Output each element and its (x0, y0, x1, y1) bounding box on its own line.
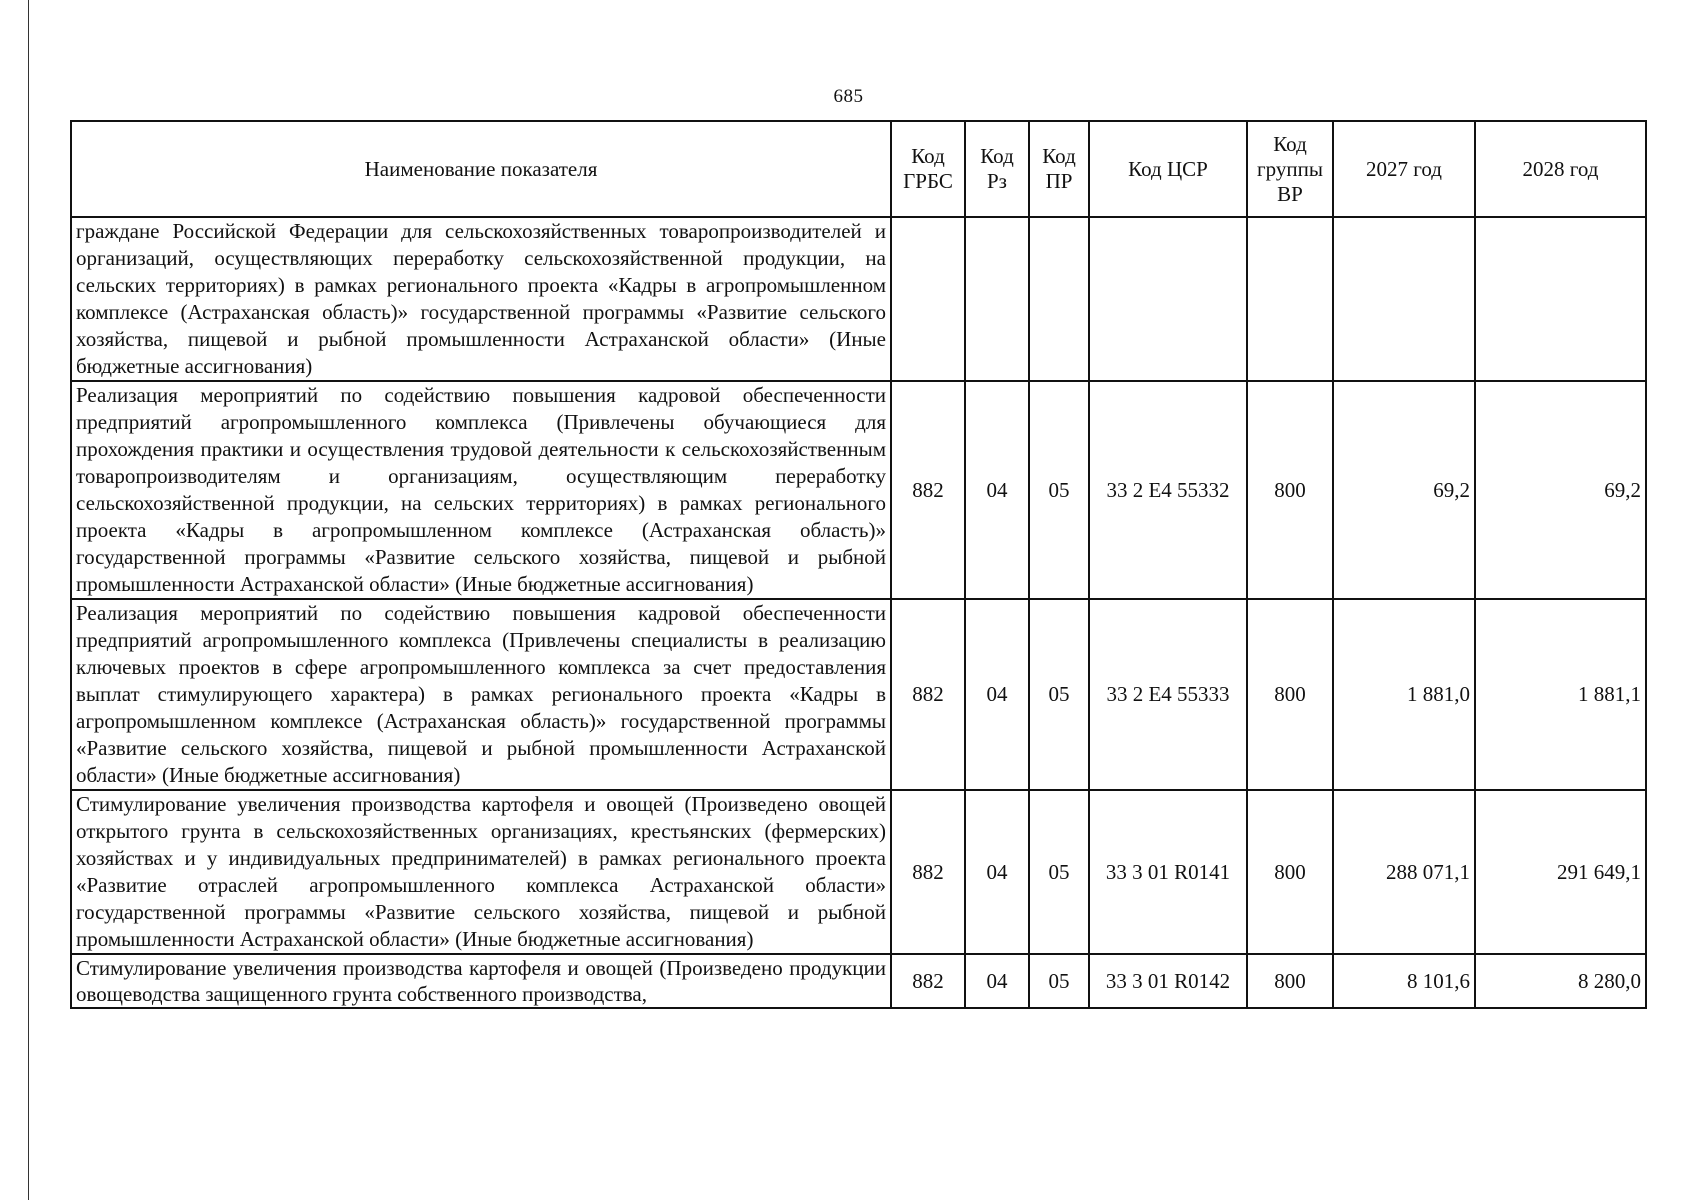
row-pr: 05 (1029, 954, 1089, 1008)
row-name: граждане Российской Федерации для сельскохозяйственных товаропроизводителей и организаций, осуществляющих переработку сельскохозяйственной продукции, на сельских территориях) в рамках регионального проекта «Кадры в агропромышленном комплексе (Астраханская область)» государственной программы «Развитие сельского хозяйства, пищевой и рыбной промышленности Астраханской области» (Иные бюджетные ассигнования) (71, 217, 891, 381)
row-vr (1247, 217, 1333, 381)
row-grbs (891, 217, 965, 381)
row-2028: 69,2 (1475, 381, 1646, 599)
row-pr: 05 (1029, 381, 1089, 599)
row-2028: 8 280,0 (1475, 954, 1646, 1008)
header-csr: Код ЦСР (1089, 121, 1247, 217)
row-vr: 800 (1247, 599, 1333, 790)
row-vr: 800 (1247, 790, 1333, 954)
row-rz: 04 (965, 599, 1029, 790)
table-row (71, 217, 1646, 381)
row-2028: 1 881,1 (1475, 599, 1646, 790)
header-name: Наименование показателя (71, 121, 891, 217)
header-grbs: Код ГРБС (891, 121, 965, 217)
table-row (71, 599, 1646, 790)
row-name: Стимулирование увеличения производства картофеля и овощей (Произведено овощей открытого грунта в сельскохозяйственных организациях, крестьянских (фермерских) хозяйствах и у индивидуальных предпринимателей) в рамках регионального проекта «Развитие отраслей агропромышленного комплекса Астраханской области» государственной программы «Развитие сельского хозяйства, пищевой и рыбной промышленности Астраханской области» (Иные бюджетные ассигнования) (71, 790, 891, 954)
row-name: Реализация мероприятий по содействию повышения кадровой обеспеченности предприятий агропромышленного комплекса (Привлечены обучающиеся для прохождения практики и осуществления трудовой деятельности к сельскохозяйственным товаропроизводителям и организациям, осуществляющим переработку сельскохозяйственной продукции, на сельских территориях) в рамках регионального проекта «Кадры в агропромышленном комплексе (Астраханская область)» государственной программы «Развитие сельского хозяйства, пищевой и рыбной промышленности Астраханской области» (Иные бюджетные ассигнования) (71, 381, 891, 599)
row-rz: 04 (965, 954, 1029, 1008)
row-2027: 288 071,1 (1333, 790, 1475, 954)
row-csr: 33 2 Е4 55332 (1089, 381, 1247, 599)
row-csr: 33 3 01 R0142 (1089, 954, 1247, 1008)
header-rz: Код Рз (965, 121, 1029, 217)
row-2027: 69,2 (1333, 381, 1475, 599)
header-pr: Код ПР (1029, 121, 1089, 217)
row-2027 (1333, 217, 1475, 381)
row-csr: 33 3 01 R0141 (1089, 790, 1247, 954)
row-grbs: 882 (891, 381, 965, 599)
row-rz: 04 (965, 381, 1029, 599)
table-row (71, 954, 1646, 1008)
row-csr: 33 2 Е4 55333 (1089, 599, 1247, 790)
header-2028: 2028 год (1475, 121, 1646, 217)
row-2028: 291 649,1 (1475, 790, 1646, 954)
header-vr: Код группы ВР (1247, 121, 1333, 217)
row-name: Стимулирование увеличения производства картофеля и овощей (Произведено продукции овощеводства защищенного грунта собственного производства, (71, 954, 891, 1008)
row-2027: 1 881,0 (1333, 599, 1475, 790)
row-vr: 800 (1247, 954, 1333, 1008)
row-name: Реализация мероприятий по содействию повышения кадровой обеспеченности предприятий агропромышленного комплекса (Привлечены специалисты в реализацию ключевых проектов в сфере агропромышленного комплекса за счет предоставления выплат стимулирующего характера) в рамках регионального проекта «Кадры в агропромышленном комплексе (Астраханская область)» государственной программы «Развитие сельского хозяйства, пищевой и рыбной промышленности Астраханской области» (Иные бюджетные ассигнования) (71, 599, 891, 790)
table-row (71, 790, 1646, 954)
row-2027: 8 101,6 (1333, 954, 1475, 1008)
header-2027: 2027 год (1333, 121, 1475, 217)
row-rz: 04 (965, 790, 1029, 954)
row-pr (1029, 217, 1089, 381)
row-grbs: 882 (891, 954, 965, 1008)
page-number: 685 (833, 86, 864, 107)
budget-table (70, 120, 1647, 1009)
row-2028 (1475, 217, 1646, 381)
row-pr: 05 (1029, 790, 1089, 954)
row-vr: 800 (1247, 381, 1333, 599)
row-grbs: 882 (891, 599, 965, 790)
row-rz (965, 217, 1029, 381)
table-header-row (71, 121, 1646, 217)
row-pr: 05 (1029, 599, 1089, 790)
row-grbs: 882 (891, 790, 965, 954)
table-row (71, 381, 1646, 599)
binding-margin-line (28, 0, 29, 1200)
row-csr (1089, 217, 1247, 381)
